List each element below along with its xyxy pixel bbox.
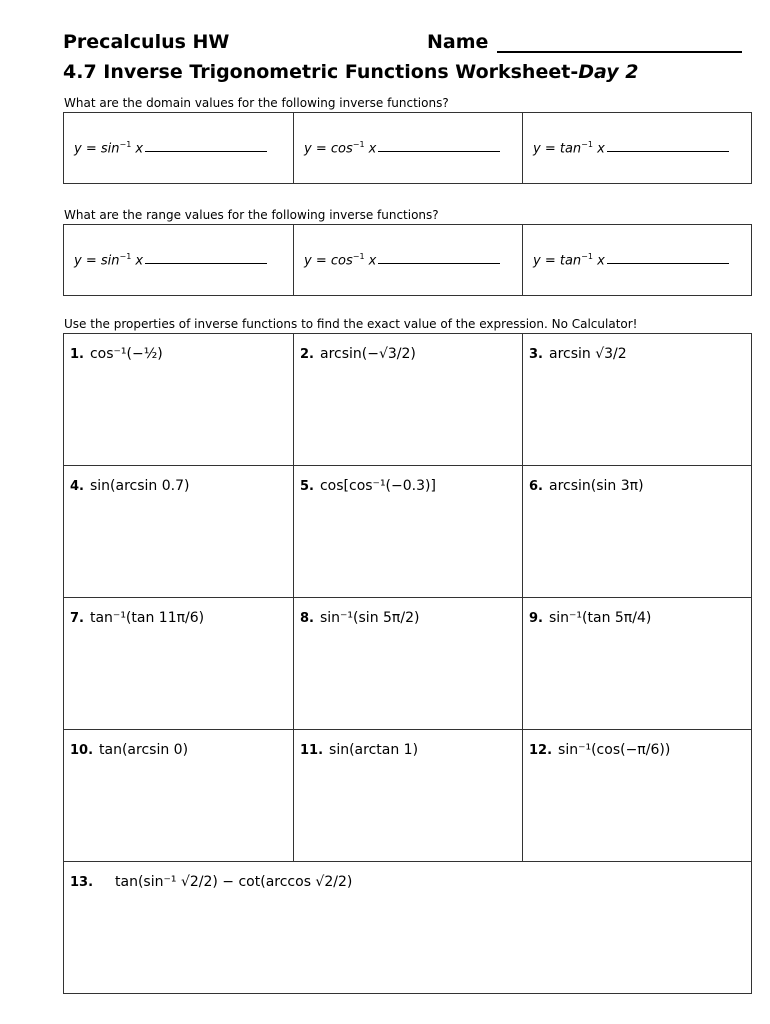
- range-cell-tan[interactable]: $y = \tan^{-1} x$: [523, 225, 752, 296]
- problem-cell-10[interactable]: 10. tan(arcsin 0): [64, 730, 294, 862]
- problem-expression: sin(arcsin 0.7): [89, 478, 190, 494]
- problem-cell-3[interactable]: 3. arcsin √3/2: [523, 334, 752, 466]
- answer-blank[interactable]: [145, 151, 267, 152]
- problem-cell-1[interactable]: 1. cos⁻¹(−½): [64, 334, 294, 466]
- problem-expression: tan(sin⁻¹ √2/2) − cot(arccos √2/2): [115, 874, 353, 890]
- problem-cell-6[interactable]: 6. arcsin(sin 3π): [523, 466, 752, 598]
- problem-expression: cos⁻¹(−½): [89, 346, 163, 362]
- problem-cell-8[interactable]: 8. sin⁻¹(sin 5π/2): [294, 598, 523, 730]
- domain-cell-sin[interactable]: $y = \sin^{-1} x$: [64, 113, 294, 184]
- answer-blank[interactable]: [145, 263, 267, 264]
- problem-cell-13[interactable]: 13. tan(sin⁻¹ √2/2) − cot(arccos √2/2): [64, 862, 752, 994]
- problem-expression: sin(arctan 1): [329, 742, 419, 758]
- problem-expression: sin⁻¹(cos(−π/6)): [558, 742, 671, 758]
- worksheet-title-main: 4.7 Inverse Trigonometric Functions Worksheet-: [63, 61, 579, 83]
- problem-expression: arcsin √3/2: [548, 346, 627, 362]
- course-title: Precalculus HW: [63, 31, 230, 53]
- name-label: Name: [427, 31, 489, 53]
- problem-expression: tan(arcsin 0): [99, 742, 189, 758]
- answer-blank[interactable]: [607, 151, 729, 152]
- worksheet-title-day: Day 2: [578, 61, 639, 83]
- problem-cell-11[interactable]: 11. sin(arctan 1): [294, 730, 523, 862]
- problem-expression: tan⁻¹(tan 11π/6): [89, 610, 205, 626]
- answer-blank[interactable]: [607, 263, 729, 264]
- domain-cell-tan[interactable]: $y = \tan^{-1} x$: [523, 113, 752, 184]
- domain-cell-cos[interactable]: $y = \cos^{-1} x$: [294, 113, 523, 184]
- answer-blank[interactable]: [378, 151, 500, 152]
- problem-expression: arcsin(−√3/2): [319, 346, 416, 362]
- domain-table: [63, 112, 752, 184]
- domain-instruction: What are the domain values for the following inverse functions?: [64, 96, 449, 110]
- range-cell-sin[interactable]: $y = \sin^{-1} x$: [64, 225, 294, 296]
- answer-blank[interactable]: [378, 263, 500, 264]
- problem-cell-5[interactable]: 5. cos[cos⁻¹(−0.3)]: [294, 466, 523, 598]
- problems-instruction: Use the properties of inverse functions to find the exact value of the expression. No Calculator!: [64, 317, 638, 331]
- problem-expression: sin⁻¹(sin 5π/2): [319, 610, 420, 626]
- range-instruction: What are the range values for the following inverse functions?: [64, 208, 439, 222]
- problem-cell-12[interactable]: 12. sin⁻¹(cos(−π/6)): [523, 730, 752, 862]
- range-table: [63, 224, 752, 296]
- range-cell-cos[interactable]: $y = \cos^{-1} x$: [294, 225, 523, 296]
- name-blank-line[interactable]: [497, 51, 742, 53]
- problem-cell-7[interactable]: 7. tan⁻¹(tan 11π/6): [64, 598, 294, 730]
- problem-cell-4[interactable]: 4. sin(arcsin 0.7): [64, 466, 294, 598]
- problem-expression: arcsin(sin 3π): [548, 478, 644, 494]
- problem-cell-2[interactable]: 2. arcsin(−√3/2): [294, 334, 523, 466]
- problems-table: [63, 333, 752, 994]
- problem-expression: sin⁻¹(tan 5π/4): [548, 610, 652, 626]
- worksheet-title: [63, 61, 638, 83]
- problem-cell-9[interactable]: 9. sin⁻¹(tan 5π/4): [523, 598, 752, 730]
- problem-expression: cos[cos⁻¹(−0.3)]: [319, 478, 436, 494]
